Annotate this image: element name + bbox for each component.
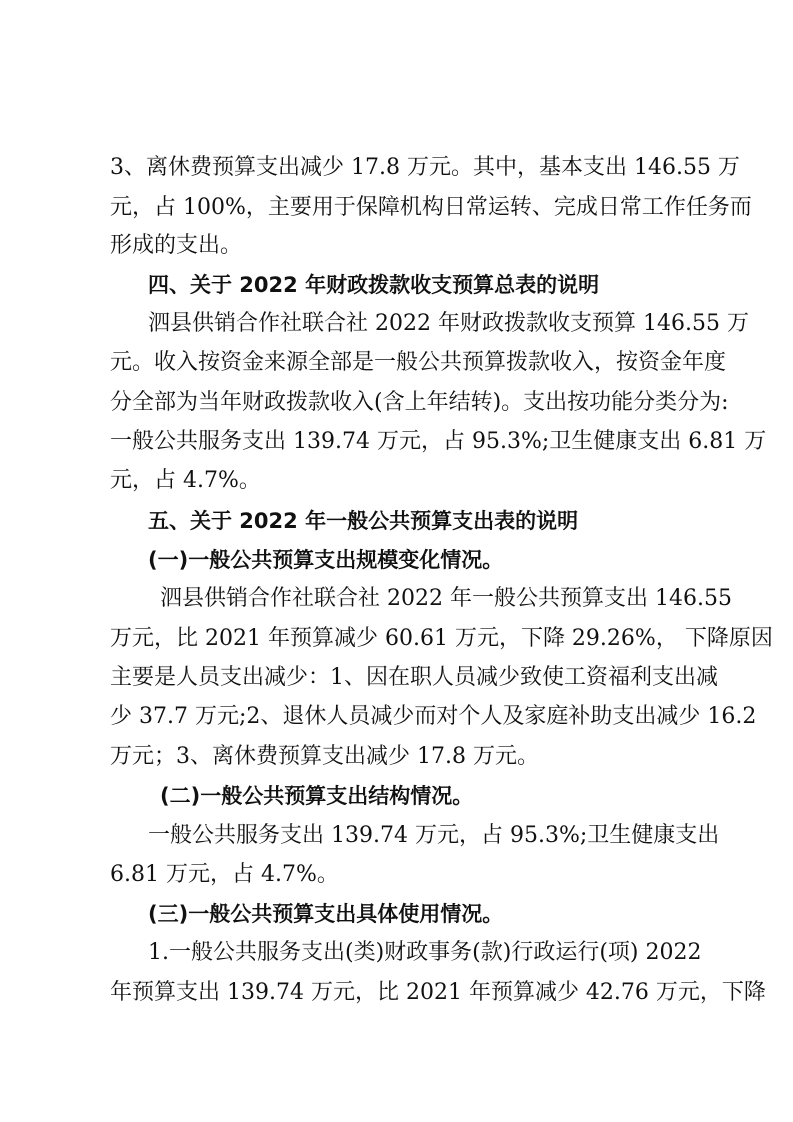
paragraph-line: 形成的支出。 [110,233,243,258]
subsection-heading-2: (二)一般公共预算支出结构情况。 [160,784,474,808]
subsection-heading-3: (三)一般公共预算支出具体使用情况。 [148,902,504,926]
paragraph-line: 1.一般公共服务支出(类)财政事务(款)行政运行(项) 2022 [148,940,702,965]
paragraph-line: 6.81 万元，占 4.7%。 [110,862,339,887]
section-heading-4: 四、关于 2022 年财政拨款收支预算总表的说明 [148,273,600,297]
paragraph-line: 主要是人员支出减少：1、因在职人员减少致使工资福利支出减 [110,665,718,690]
paragraph-line: 3、离休费预算支出减少 17.8 万元。其中，基本支出 146.55 万 [110,155,740,180]
paragraph-line: 万元，比 2021 年预算减少 60.61 万元，下降 29.26%， 下降原因 [110,626,773,651]
paragraph-line: 元。收入按资金来源全部是一般公共预算拨款收入，按资金年度 [110,350,727,375]
section-heading-5: 五、关于 2022 年一般公共预算支出表的说明 [148,509,579,533]
paragraph-line: 少 37.7 万元;2、退休人员减少而对个人及家庭补助支出减少 16.2 [110,704,757,729]
paragraph-line: 分全部为当年财政拨款收入(含上年结转)。支出按功能分类分为: [110,390,729,415]
paragraph-line: 元，占 4.7%。 [110,468,261,493]
paragraph-line: 泗县供销合作社联合社 2022 年财政拨款收支预算 146.55 万 [148,311,749,336]
paragraph-line: 万元；3、离休费预算支出减少 17.8 万元。 [110,744,539,769]
paragraph-line: 年预算支出 139.74 万元，比 2021 年预算减少 42.76 万元，下降 [110,980,766,1005]
paragraph-line: 一般公共服务支出 139.74 万元，占 95.3%;卫生健康支出 [148,823,720,848]
paragraph-line: 元，占 100%，主要用于保障机构日常运转、完成日常工作任务而 [110,195,752,220]
paragraph-line: 一般公共服务支出 139.74 万元，占 95.3%;卫生健康支出 6.81 万 [110,429,767,454]
subsection-heading-1: (一)一般公共预算支出规模变化情况。 [148,548,504,572]
paragraph-line: 泗县供销合作社联合社 2022 年一般公共预算支出 146.55 [160,586,732,611]
